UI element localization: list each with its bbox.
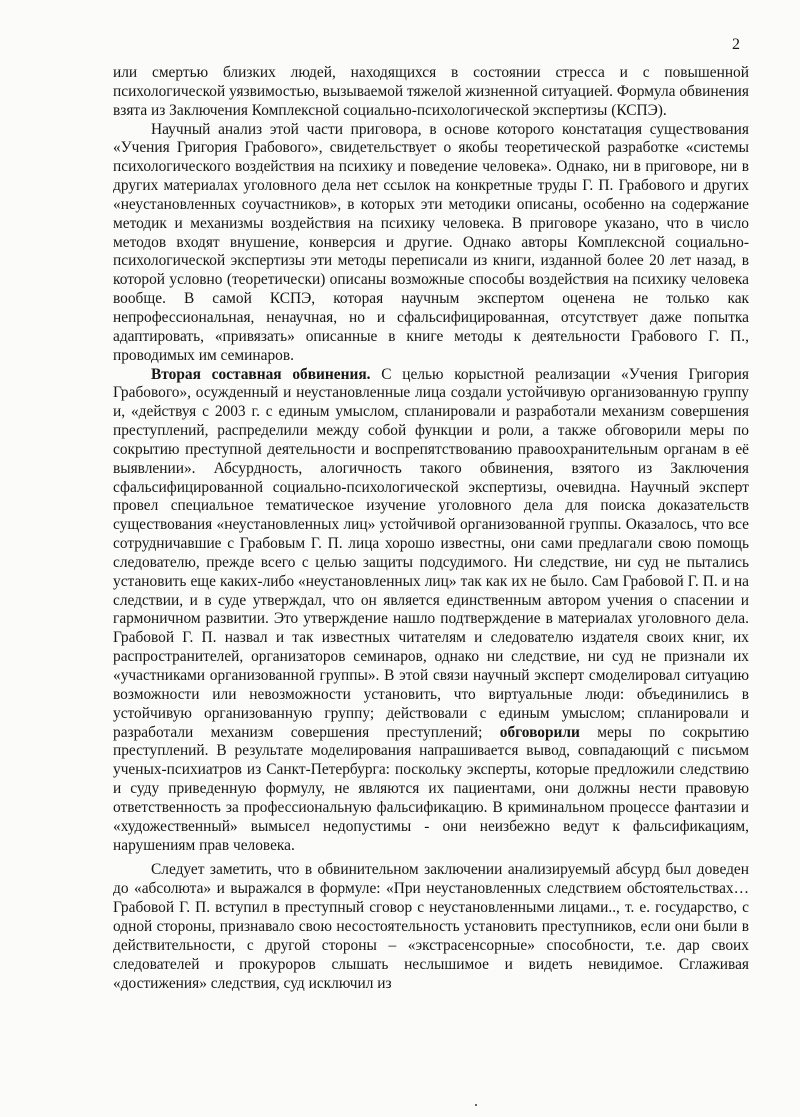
paragraph-3-text: С целью корыстной реализации «Учения Григория Грабового», осужденный и неустановленные лица создали устойчивую организованную группу и, «действуя с 2003 г. с единым умыслом, спланировали и разработали механизм совершения преступлений, распределили между собой функции и роли, а также обговорили меры по сокрытию преступной деятельности и воспрепятствованию правоохранительным органам в её выявлении». Абсурдность, алогичность такого обвинения, взятого из Заключения сфальсифицированной социально-психологической экспертизы, очевидна. Научный эксперт провел специальное тематическое изучение уголовного дела для поиска доказательств существования «неустановленных лиц» устойчивой организованной группы. Оказалось, что все сотрудничавшие с Грабовым Г. П. лица хорошо известны, они сами предлагали свою помощь следователю, прежде всего с целью защиты подсудимого. Ни следствие, ни суд не пытались установить еще каких-либо «неустановленных лиц» так как их не было. Сам Грабовой Г. П. и на следствии, и в суде утверждал, что он является единственным автором учения о спасении и гармоничном развитии. Это утверждение нашло подтверждение в материалах уголовного дела. Грабовой Г. П. назвал и так известных читателям и следователю издателя своих книг, их распространителей, организаторов семинаров, однако ни следствие, ни суд не признали их «участниками организованной группы». В этой связи научный эксперт смоделировал ситуацию возможности или невозможности установить, что виртуальные люди: объединились в устойчивую организованную группу; действовали с единым умыслом; спланировали и разработали механизм совершения преступлений; bbox=[113, 365, 749, 741]
scan-speck bbox=[475, 1104, 477, 1106]
page-number: 2 bbox=[732, 36, 740, 53]
paragraph-1: или смертью близких людей, находящихся в состоянии стресса и с повышенной психологической уязвимостью, вызываемой тяжелой жизненной ситуацией. Формула обвинения взята из Заключения Комплексной социально-психологической экспертизы (КСПЭ). bbox=[113, 64, 749, 119]
section-heading: Вторая составная обвинения. bbox=[151, 365, 371, 383]
document-body bbox=[113, 64, 749, 993]
paragraph-2: Научный анализ этой части приговора, в основе которого констатация существования «Учения Григория Грабового», свидетельствует о якобы теоретической разработке «системы психологического воздействия на психику и поведение человека». Однако, ни в приговоре, ни в других материалах уголовного дела нет ссылок на конкретные труды Г. П. Грабового и других «неустановленных соучастников», в которых эти методики описаны, особенно на содержание методик и механизмы воздействия на психику человека. В приговоре указано, что в число методов входят внушение, конверсия и другие. Однако авторы Комплексной социально-психологической экспертизы эти методы переписали из книги, изданной более 20 лет назад, в которой условно (теоретически) описаны возможные способы воздействия на психику человека вообще. В самой КСПЭ, которая научным экспертом оценена не только как непрофессиональная, ненаучная, но и сфальсифицированная, отсутствует даже попытка адаптировать, «привязать» описанные в книге методы к деятельности Грабового Г. П., проводимых им семинаров. bbox=[113, 120, 749, 364]
paragraph-3-text-after: меры по сокрытию преступлений. В результате моделирования напрашивается вывод, совпадающий с письмом ученых-психиатров из Санкт-Петербурга: поскольку эксперты, которые предложили следствию и суду приведенную формулу, не являются их пациентами, они должны нести правовую ответственность за профессиональную фальсификацию. В криминальном процессе фантазии и «художественный» вымысел недопустимы - они неизбежно ведут к фальсификациям, нарушениям прав человека. bbox=[113, 723, 749, 854]
paragraph-4: Следует заметить, что в обвинительном заключении анализируемый абсурд был доведен до «абсолюта» и выражался в формуле: «При неустановленных следствием обстоятельствах… Грабовой Г. П. вступил в преступный сговор с неустановленными лицами.., т. е. государство, с одной стороны, признавало свою несостоятельность установить преступников, если они были в действительности, с другой стороны – «экстрасенсорные» способности, т.е. дар своих следователей и прокуроров слышать неслышимое и видеть невидимое. Сглаживая «достижения» следствия, суд исключил из bbox=[113, 861, 749, 992]
paragraph-3 bbox=[113, 366, 749, 856]
bold-term: обговорили bbox=[499, 723, 580, 741]
